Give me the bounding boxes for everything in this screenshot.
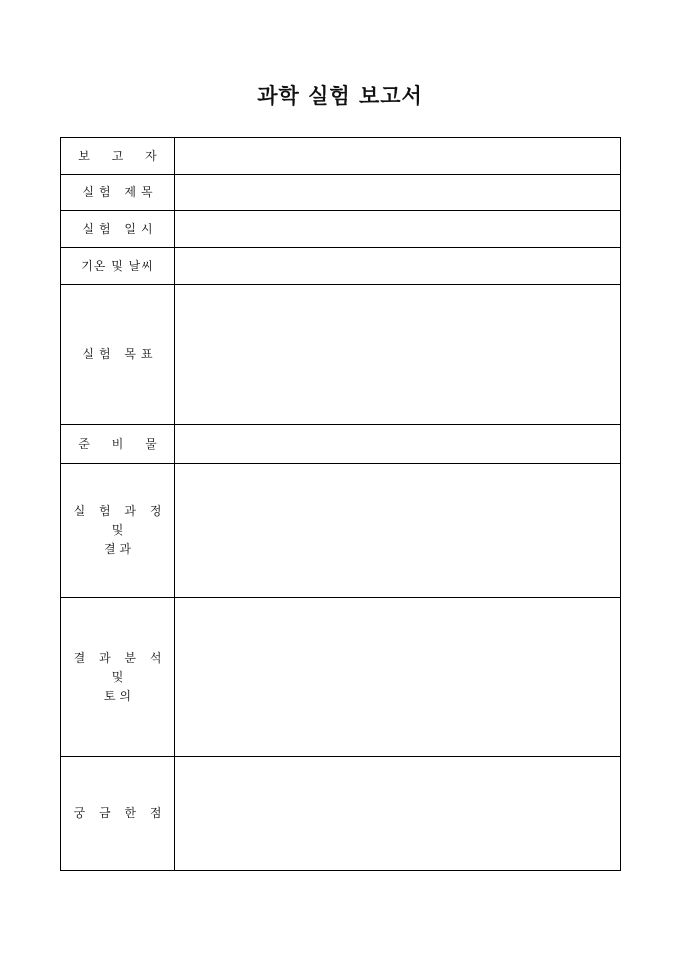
field-weather[interactable] [175,248,621,285]
label-experiment-title: 실험 제목 [61,175,175,211]
label-experiment-date: 실험 일시 [61,211,175,248]
table-row [61,425,621,464]
label-procedure-results: 실 험 과 정 및 결 과 [61,464,175,598]
field-experiment-date[interactable] [175,211,621,248]
report-title: 과학 실험 보고서 [257,83,423,108]
field-questions[interactable] [175,757,621,871]
table-row [61,138,621,175]
report-table [60,137,621,871]
table-row [61,175,621,211]
field-procedure-results[interactable] [175,464,621,598]
label-weather: 기온 및 날씨 [61,248,175,285]
label-reporter: 보 고 자 [61,138,175,175]
table-row [61,211,621,248]
table-row [61,248,621,285]
field-objective[interactable] [175,285,621,425]
label-questions: 궁 금 한 점 [61,757,175,871]
table-row [61,285,621,425]
field-experiment-title[interactable] [175,175,621,211]
table-row [61,757,621,871]
label-objective: 실험 목표 [61,285,175,425]
table-row [61,598,621,757]
field-reporter[interactable] [175,138,621,175]
table-row [61,464,621,598]
label-analysis-discussion: 결 과 분 석 및 토 의 [61,598,175,757]
field-materials[interactable] [175,425,621,464]
field-analysis-discussion[interactable] [175,598,621,757]
label-materials: 준 비 물 [61,425,175,464]
